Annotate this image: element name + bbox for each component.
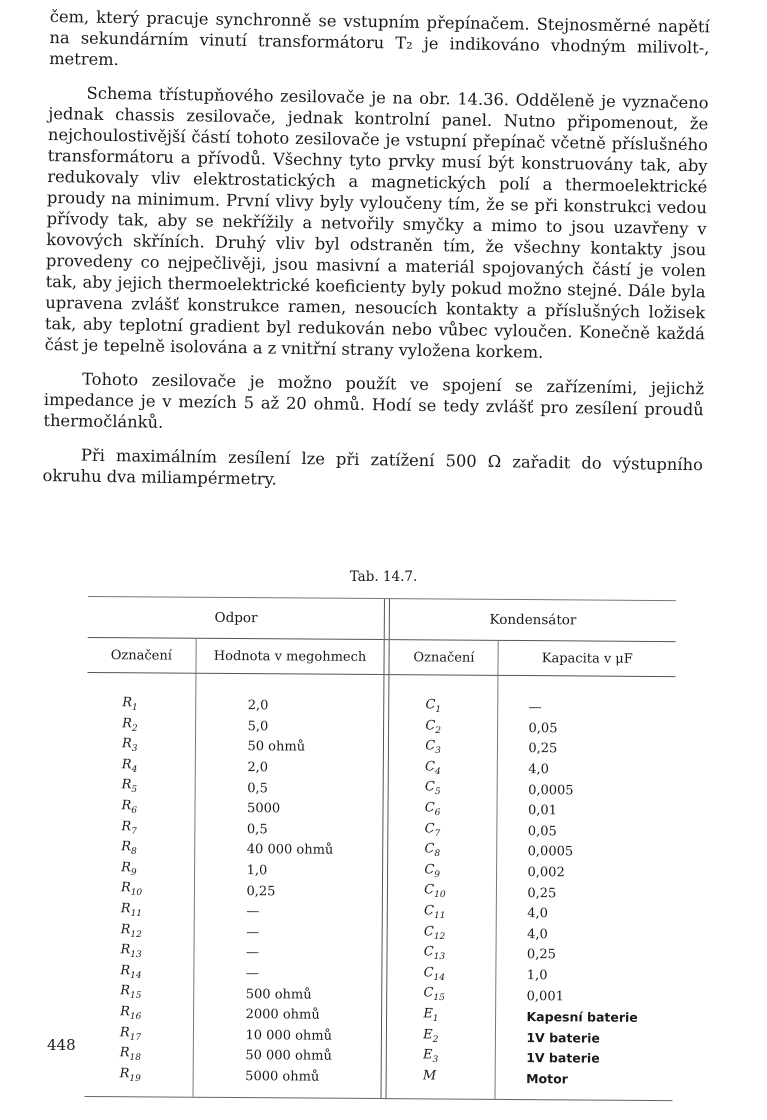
resistor-designation: $R_6$ <box>121 798 138 816</box>
capacitor-designation: $E_1$ <box>423 1006 439 1024</box>
capacitor-value: 0,25 <box>497 883 674 905</box>
capacitor-value: 4,0 <box>497 904 674 926</box>
capacitor-designation: $E_3$ <box>423 1047 439 1066</box>
capacitor-designation: $E_2$ <box>423 1026 439 1045</box>
resistor-value: — <box>194 922 383 944</box>
resistor-designation: $R_5$ <box>121 777 138 796</box>
resistor-value: 5,0 <box>195 716 384 738</box>
resistor-value: 1,0 <box>194 860 383 882</box>
group-header-row <box>88 597 676 642</box>
capacitor-value: — <box>498 675 675 719</box>
col-header-designation-c: Označení <box>389 640 498 676</box>
resistor-value: 2,0 <box>195 758 384 780</box>
paragraph-4: Při maximálním zesílení lze při zatížení 500 Ω zařadit do výstupního okruhu dva miliampérmetry. <box>42 445 704 489</box>
col-header-designation-r: Označení <box>87 637 195 673</box>
resistor-value: — <box>193 943 382 965</box>
resistor-designation: $R_{15}$ <box>120 983 142 1002</box>
capacitor-value: 1V baterie <box>496 1027 673 1049</box>
components-table-wrap <box>85 596 676 1101</box>
resistor-designation: $R_9$ <box>121 859 137 878</box>
capacitor-value: 0,0005 <box>497 842 674 864</box>
paragraph-1: čem, který pracuje synchronně se vstupním přepínačem. Stejnosměrné napětí na sekundárním vinutí transformátoru T₂ je indikováno vhodným milivolt-, metrem. <box>49 6 710 70</box>
capacitor-value: 0,25 <box>496 945 673 967</box>
resistor-designation: $R_{13}$ <box>120 942 142 961</box>
capacitor-value: 1V baterie <box>496 1048 673 1070</box>
capacitor-designation: $C_{13}$ <box>423 944 446 963</box>
resistor-value: 0,5 <box>194 819 383 841</box>
resistor-value: 2000 ohmů <box>193 1005 382 1027</box>
column-header-row <box>87 637 675 676</box>
capacitor-designation: $C_{10}$ <box>424 882 446 901</box>
capacitor-designation: $C_4$ <box>425 759 441 777</box>
resistor-value: 500 ohmů <box>193 984 382 1006</box>
capacitor-value: Kapesní baterie <box>496 1007 673 1029</box>
resistor-value: — <box>194 902 383 924</box>
resistor-value: 5000 ohmů <box>193 1066 382 1088</box>
col-header-value: Hodnota v megohmech <box>196 638 385 674</box>
resistor-designation: $R_{14}$ <box>120 962 142 981</box>
resistor-value: 40 000 ohmů <box>194 840 383 862</box>
capacitor-value: 0,0005 <box>498 780 675 802</box>
resistor-value: 5000 <box>195 799 384 821</box>
components-table <box>85 596 676 1101</box>
table-row <box>87 672 675 719</box>
paragraph-3: Tohoto zesilovače je možno použít ve spojení se zařízeními, jejichž impedance je v mezích 5 až 20 ohmů. Hodí se tedy zvlášť pro zesílení proudů thermočlánků. <box>43 369 705 432</box>
resistor-value: 2,0 <box>195 673 384 717</box>
resistor-designation: $R_{16}$ <box>120 1004 142 1022</box>
resistor-designation: $R_{11}$ <box>120 901 143 919</box>
resistor-value: — <box>193 963 382 985</box>
resistor-designation: $R_{12}$ <box>120 921 142 940</box>
capacitor-value: 1,0 <box>496 966 673 988</box>
resistor-designation: $R_8$ <box>121 839 137 858</box>
capacitor-designation: $C_2$ <box>425 717 442 736</box>
capacitor-value: 0,05 <box>497 821 674 843</box>
resistor-value: 50 ohmů <box>195 737 384 759</box>
capacitor-value: 0,25 <box>498 739 675 761</box>
resistor-value: 0,25 <box>194 881 383 903</box>
capacitor-designation: $C_{11}$ <box>424 903 446 922</box>
capacitor-value: 4,0 <box>497 924 674 946</box>
capacitor-designation: $C_{15}$ <box>423 985 445 1004</box>
capacitor-value: 0,01 <box>497 801 674 823</box>
group-header-resistor: Odpor <box>88 597 385 640</box>
resistor-designation: $R_2$ <box>122 715 138 734</box>
resistor-designation: $R_{17}$ <box>119 1024 142 1043</box>
table-caption: Tab. 14.7. <box>349 569 418 585</box>
capacitor-designation: $C_6$ <box>424 800 441 819</box>
capacitor-value: 0,002 <box>497 863 674 885</box>
capacitor-designation: M <box>422 1068 437 1084</box>
resistor-value: 50 000 ohmů <box>193 1046 382 1068</box>
paragraph-2: Schema třístupňového zesilovače je na obr. 14.36. Odděleně je vyznačeno jednak chassis zesilovače, jednak kontrolní panel. Nutno připomenout, že nejchoulostivější částí tohoto zesilovače je vstupní přepínač včetně příslušného transformátoru a přívodů. Všechny tyto prvky musí být konstruovány tak, aby redukovaly vliv elektrostatických a magnetických polí a thermoelektrické proudy na minimum. První vlivy byly vyloučeny tím, že se při konstrukci vedou přívody tak, aby se nekřížily a netvořily smyčky a mimo to jsou uzavřeny v kovových skříních. Druhý vliv byl odstraněn tím, že všechny kontakty jsou provedeny co nejpečlivěji, jsou masivní a materiál spojovaných částí je volen tak, aby jejich thermoelektrické koeficienty byly pokud možno stejné. Dále byla upravena zvlášť konstrukce ramen, nesoucích kontakty a příslušných ložisek tak, aby teplotní gradient byl redukován nebo vůbec vyloučen. Konečně každá část je tepelně isolována a z vnitřní strany vyložena korkem. <box>44 83 709 362</box>
capacitor-value: Motor <box>496 1069 673 1091</box>
resistor-value: 0,5 <box>195 778 384 800</box>
col-header-capacity: Kapacita v μF <box>498 640 675 676</box>
capacitor-designation: $C_8$ <box>424 841 441 860</box>
capacitor-value: 0,05 <box>498 718 675 740</box>
resistor-value: 10 000 ohmů <box>193 1025 382 1047</box>
resistor-designation: $R_{19}$ <box>119 1065 141 1084</box>
capacitor-designation: $C_5$ <box>424 779 441 798</box>
resistor-designation: $R_7$ <box>121 818 137 837</box>
capacitor-designation: $C_9$ <box>424 862 441 880</box>
resistor-designation: $R_4$ <box>121 757 138 775</box>
body-text <box>42 6 710 509</box>
capacitor-designation: $C_3$ <box>425 738 441 757</box>
resistor-designation: $R_3$ <box>121 736 138 755</box>
capacitor-designation: $C_{14}$ <box>423 965 446 983</box>
capacitor-designation: $C_7$ <box>424 820 441 839</box>
capacitor-designation: $C_{12}$ <box>423 923 446 942</box>
capacitor-designation: $C_1$ <box>425 697 442 716</box>
capacitor-value: 4,0 <box>498 760 675 782</box>
capacitor-value: 0,001 <box>496 986 673 1008</box>
group-header-capacitor: Kondensátor <box>389 599 676 642</box>
resistor-designation: $R_{18}$ <box>119 1045 142 1064</box>
resistor-designation: $R_{10}$ <box>120 880 143 899</box>
resistor-designation: $R_1$ <box>122 695 138 713</box>
page-number: 448 <box>47 1036 76 1054</box>
